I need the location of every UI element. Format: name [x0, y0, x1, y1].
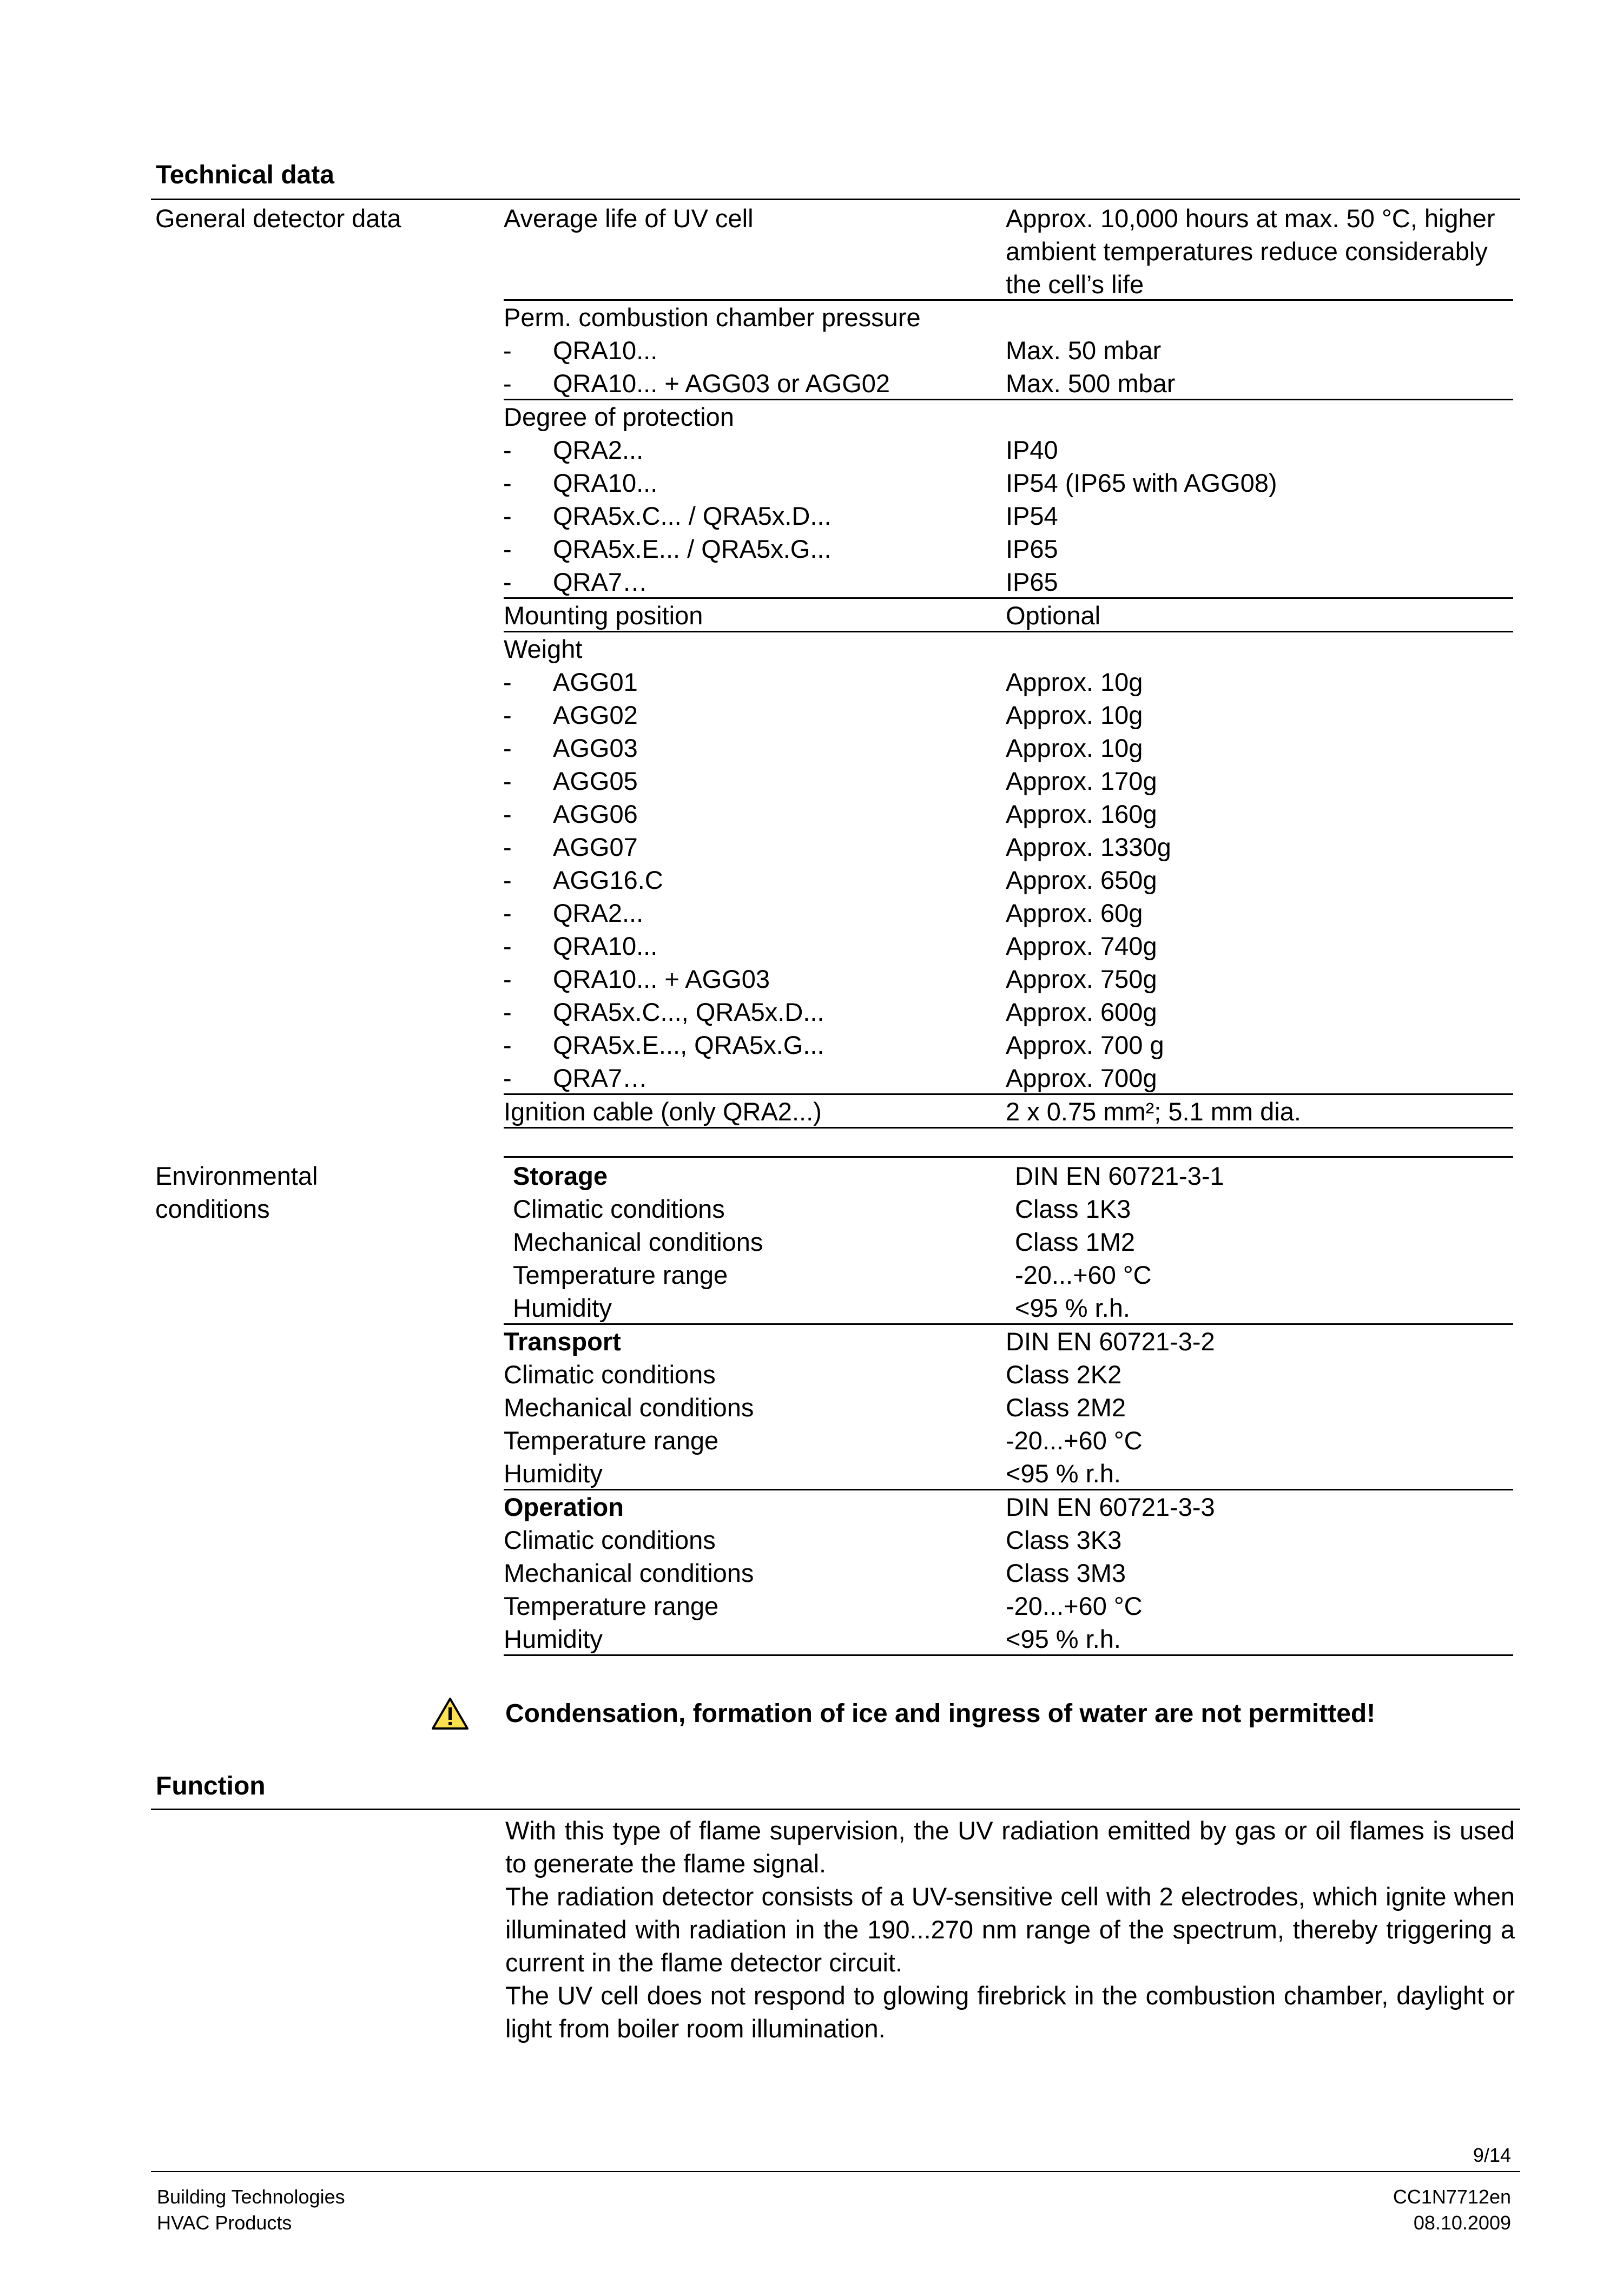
ignition-row — [0, 1095, 1623, 1128]
operation-title: Operation — [504, 1493, 624, 1521]
table-row: - QRA5x.C... / QRA5x.D... IP54 — [503, 502, 1058, 530]
mounting-row — [0, 599, 1623, 632]
table-row: - QRA5x.E... / QRA5x.G... IP65 — [503, 535, 1058, 563]
storage-standard: DIN EN 60721-3-1 — [1015, 1162, 1224, 1190]
table-row: Temperature range -20...+60 °C — [513, 1261, 1152, 1289]
table-row: - AGG03 Approx. 10g — [503, 734, 1143, 762]
table-row: Mechanical conditions Class 1M2 — [513, 1228, 1136, 1256]
uv-life-value-line3: the cell’s life — [1006, 270, 1144, 299]
uv-life-value-line1: Approx. 10,000 hours at max. 50 °C, higher — [1006, 204, 1495, 233]
storage-title: Storage — [513, 1162, 608, 1190]
footer-company-line1: Building Technologies — [157, 2186, 345, 2208]
warning-icon — [431, 1697, 469, 1730]
table-row: - QRA5x.C..., QRA5x.D... Approx. 600g — [503, 998, 1157, 1026]
table-row: - AGG07 Approx. 1330g — [503, 833, 1171, 861]
uv-life-value-line2: ambient temperatures reduce considerably — [1006, 237, 1488, 266]
document-id: CC1N7712en — [1393, 2186, 1511, 2208]
table-row: - AGG06 Approx. 160g — [503, 800, 1157, 828]
transport-heading-row — [0, 1325, 1623, 1358]
table-row: Humidity <95 % r.h. — [504, 1459, 1121, 1488]
uv-life-label: Average life of UV cell — [504, 204, 754, 233]
weight-label: Weight — [504, 635, 583, 663]
heading-rule — [151, 199, 1520, 200]
table-row: - QRA7… IP65 — [503, 568, 1058, 596]
pressure-heading-row — [0, 301, 1623, 334]
page-number: 9/14 — [1473, 2144, 1511, 2166]
table-row: Mechanical conditions Class 2M2 — [504, 1393, 1126, 1422]
protection-label: Degree of protection — [504, 403, 734, 431]
function-paragraph: The radiation detector consists of a UV-sensitive cell with 2 electrodes, which ignite when illuminated with radiation in the 190...270 nm range of the spectrum, thereby triggering a current in the flame detector circuit. — [505, 1882, 1515, 1977]
weight-heading-row — [0, 632, 1623, 665]
table-row: - QRA10... Max. 50 mbar — [503, 336, 1162, 365]
table-row: - QRA2... IP40 — [503, 436, 1058, 464]
table-row: - QRA7… Approx. 700g — [503, 1064, 1157, 1092]
table-row: Humidity <95 % r.h. — [513, 1294, 1130, 1322]
table-row: Mechanical conditions Class 3M3 — [504, 1559, 1126, 1587]
function-paragraph: The UV cell does not respond to glowing firebrick in the combustion chamber, daylight or light from boiler room illumination. — [505, 1981, 1515, 2043]
table-row: - QRA2... Approx. 60g — [503, 899, 1143, 927]
operation-heading-row — [0, 1490, 1623, 1523]
transport-standard: DIN EN 60721-3-2 — [1006, 1327, 1215, 1356]
ignition-label: Ignition cable (only QRA2...) — [504, 1097, 822, 1126]
table-row: - QRA10... IP54 (IP65 with AGG08) — [503, 469, 1277, 497]
function-rule — [151, 1809, 1520, 1810]
function-paragraph: With this type of flame supervision, the UV radiation emitted by gas or oil flames is used to generate the flame signal. — [505, 1816, 1515, 1878]
uv-life-row-3 — [0, 268, 1623, 301]
table-row: Temperature range -20...+60 °C — [504, 1592, 1143, 1620]
row-divider — [504, 1156, 1513, 1158]
ignition-value: 2 x 0.75 mm²; 5.1 mm dia. — [1006, 1097, 1301, 1126]
row-divider — [504, 1127, 1513, 1129]
table-row: - QRA10... + AGG03 or AGG02 Max. 500 mbar — [503, 369, 1176, 398]
technical-data-heading: Technical data — [156, 161, 334, 189]
row-divider — [504, 1654, 1513, 1656]
function-heading: Function — [156, 1772, 266, 1800]
general-detector-label: General detector data — [155, 204, 401, 233]
footer-rule — [151, 2171, 1520, 2172]
document-date: 08.10.2009 — [1413, 2212, 1511, 2234]
storage-heading-row — [0, 1159, 1623, 1192]
table-row: - AGG05 Approx. 170g — [503, 767, 1157, 795]
mounting-label: Mounting position — [504, 601, 703, 630]
table-row: Climatic conditions Class 2K2 — [504, 1360, 1122, 1389]
uv-life-row-1 — [0, 202, 1623, 235]
table-row: - QRA10... Approx. 740g — [503, 932, 1157, 960]
table-row: - AGG16.C Approx. 650g — [503, 866, 1157, 894]
table-row: Climatic conditions Class 3K3 — [504, 1526, 1122, 1554]
table-row: Temperature range -20...+60 °C — [504, 1426, 1143, 1455]
uv-life-row-2 — [0, 235, 1623, 268]
transport-title: Transport — [504, 1327, 621, 1356]
pressure-label: Perm. combustion chamber pressure — [504, 303, 921, 332]
table-row: - AGG01 Approx. 10g — [503, 668, 1143, 696]
environmental-label-line2: conditions — [155, 1195, 270, 1223]
table-row: - QRA5x.E..., QRA5x.G... Approx. 700 g — [503, 1031, 1164, 1059]
table-row: - QRA10... + AGG03 Approx. 750g — [503, 965, 1157, 993]
operation-standard: DIN EN 60721-3-3 — [1006, 1493, 1215, 1521]
protection-heading-row — [0, 400, 1623, 433]
footer-company-line2: HVAC Products — [157, 2212, 292, 2234]
table-row: - AGG02 Approx. 10g — [503, 701, 1143, 729]
condensation-warning: Condensation, formation of ice and ingress of water are not permitted! — [505, 1699, 1376, 1728]
mounting-value: Optional — [1006, 601, 1101, 630]
environmental-label-line1: Environmental — [155, 1162, 318, 1190]
function-text — [505, 1814, 1515, 2045]
table-row: Humidity <95 % r.h. — [504, 1625, 1121, 1653]
table-row: Climatic conditions Class 1K3 — [513, 1195, 1131, 1223]
